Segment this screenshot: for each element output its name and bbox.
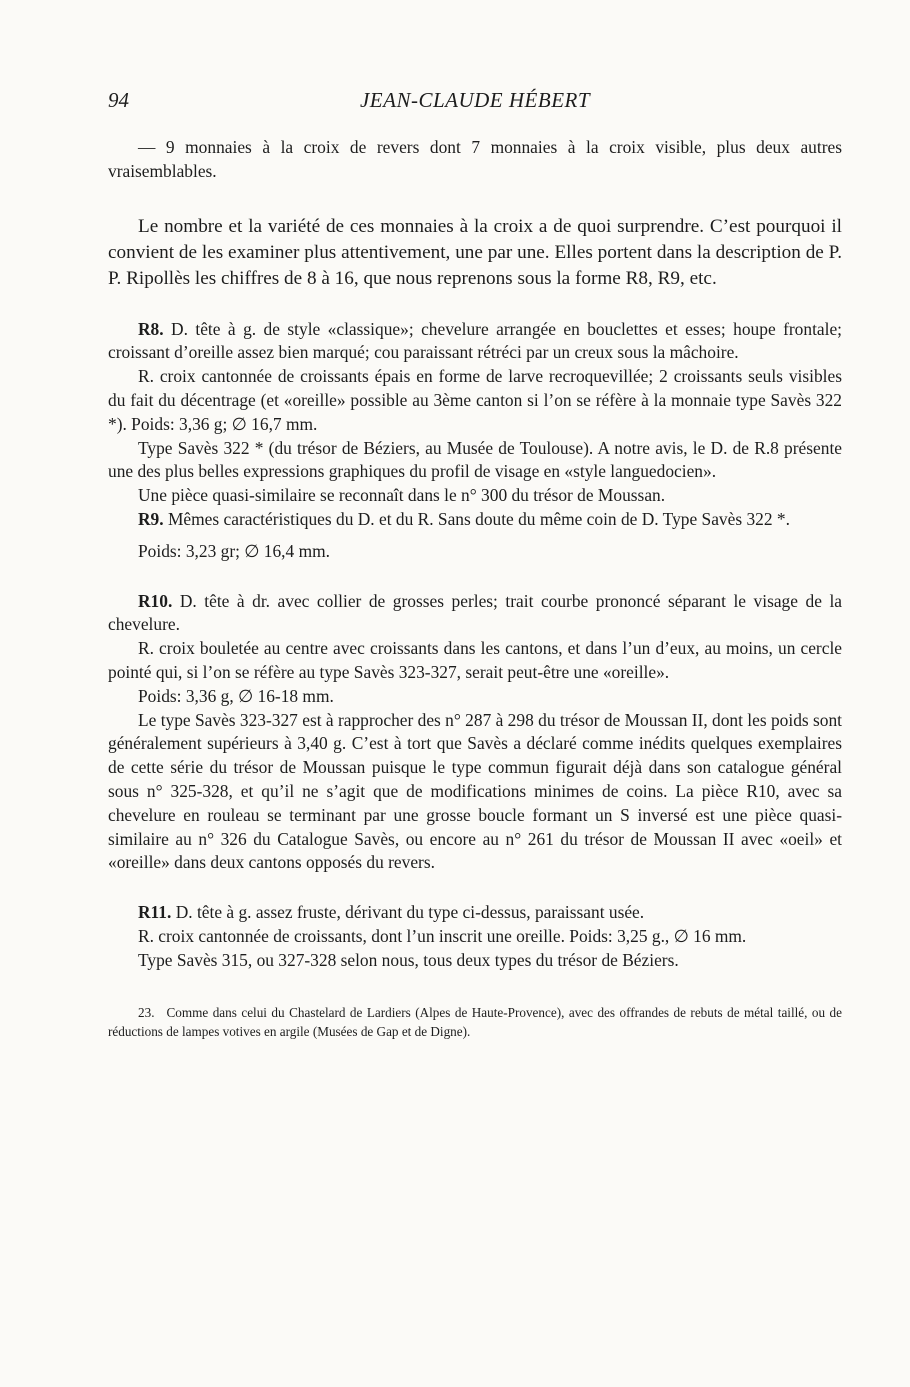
r9-text: Mêmes caractéristiques du D. et du R. Sans doute du même coin de D. Type Savès 322 *. bbox=[163, 508, 790, 529]
r10-obverse-text: D. tête à dr. avec collier de grosses perles; trait courbe prononcé séparant le visage de la chevelure. bbox=[108, 590, 842, 635]
r10-commentary: Le type Savès 323-327 est à rapprocher des n° 287 à 298 du trésor de Moussan II, dont les poids sont généralement supérieurs à 3,40 g. C’est à tort que Savès a déclaré comme inédits quelques exemplaires de cette série du trésor de Moussan puisque le type commun figurait déjà dans son catalogue général sous n° 325-328, et qu’il ne s’agit que de modifications minimes de coins. La pièce R10, avec sa chevelure en rouleau se terminant par une grosse boucle formant un S inversé est une pièce quasi-similaire au n° 326 du Catalogue Savès, ou encore au n° 261 du trésor de Moussan II avec «oeil» et «oreille» dans deux cantons opposés du revers. bbox=[108, 709, 842, 873]
r8-label: R8. bbox=[138, 318, 164, 339]
r10-reverse: R. croix bouletée au centre avec croissants dans les cantons, et dans l’un d’eux, au moins, un cercle pointé qui, si l’on se réfère au type Savès 323-327, serait peut-être une «oreille». bbox=[108, 638, 842, 682]
r8-similar: Une pièce quasi-similaire se reconnaît dans le n° 300 du trésor de Moussan. bbox=[138, 485, 666, 506]
r9-weight: Poids: 3,23 gr; ∅ 16,4 mm. bbox=[138, 540, 330, 561]
r10-label: R10. bbox=[138, 590, 173, 611]
r10-weight: Poids: 3,36 g, ∅ 16-18 mm. bbox=[138, 685, 334, 706]
intro-paragraph: Le nombre et la variété de ces monnaies à la croix a de quoi surprendre. C’est pourquoi il convient de les examiner plus attentivement, une par une. Elles portent dans la description de P. P. Ripollès les chiffres de 8 à 16, que nous reprenons sous la forme R8, R9, etc. bbox=[108, 215, 842, 289]
document-page bbox=[108, 88, 842, 1041]
r8-type-note: Type Savès 322 * (du trésor de Béziers, au Musée de Toulouse). A notre avis, le D. de R.8 présente une des plus belles expressions graphiques du profil de visage en «style languedocien». bbox=[108, 437, 842, 482]
footnote-text: Comme dans celui du Chastelard de Lardiers (Alpes de Haute-Provence), avec des offrandes de rebuts de métal taillé, ou de réductions de lampes votives en argile (Musées de Gap et de Digne). bbox=[108, 1004, 842, 1039]
r8-reverse: R. croix cantonnée de croissants épais en forme de larve recroquevillée; 2 croissants seuls visibles du fait du décentrage (et «oreille» possible au 3ème canton si l’on se réfère à la monnaie type Savès 322 *). Poids: 3,36 g; ∅ 16,7 mm. bbox=[108, 366, 842, 434]
r11-obverse-text: D. tête à g. assez fruste, dérivant du type ci-dessus, paraissant usée. bbox=[171, 902, 645, 923]
page-header bbox=[108, 88, 842, 122]
r8-obverse-text: D. tête à g. de style «classique»; chevelure arrangée en bouclettes et esses; houpe frontale; croissant d’oreille assez bien marqué; cou paraissant rétréci par un creux sous la mâchoire. bbox=[108, 318, 842, 363]
r11-type-note: Type Savès 315, ou 327-328 selon nous, tous deux types du trésor de Béziers. bbox=[138, 949, 679, 970]
r9-description bbox=[108, 508, 842, 532]
intro-item: — 9 monnaies à la croix de revers dont 7 monnaies à la croix visible, plus deux autres vraisemblables. bbox=[108, 137, 842, 181]
running-title: JEAN-CLAUDE HÉBERT bbox=[359, 88, 591, 112]
footnote bbox=[108, 1003, 842, 1041]
r11-obverse bbox=[108, 901, 842, 925]
page-number: 94 bbox=[108, 88, 129, 112]
r8-obverse bbox=[108, 318, 842, 366]
r10-obverse bbox=[108, 590, 842, 638]
r9-label: R9. bbox=[138, 508, 164, 529]
footnote-number: 23. bbox=[138, 1004, 155, 1020]
r11-label: R11. bbox=[138, 902, 172, 923]
r11-reverse: R. croix cantonnée de croissants, dont l’un inscrit une oreille. Poids: 3,25 g., ∅ 16 mm. bbox=[138, 925, 747, 946]
